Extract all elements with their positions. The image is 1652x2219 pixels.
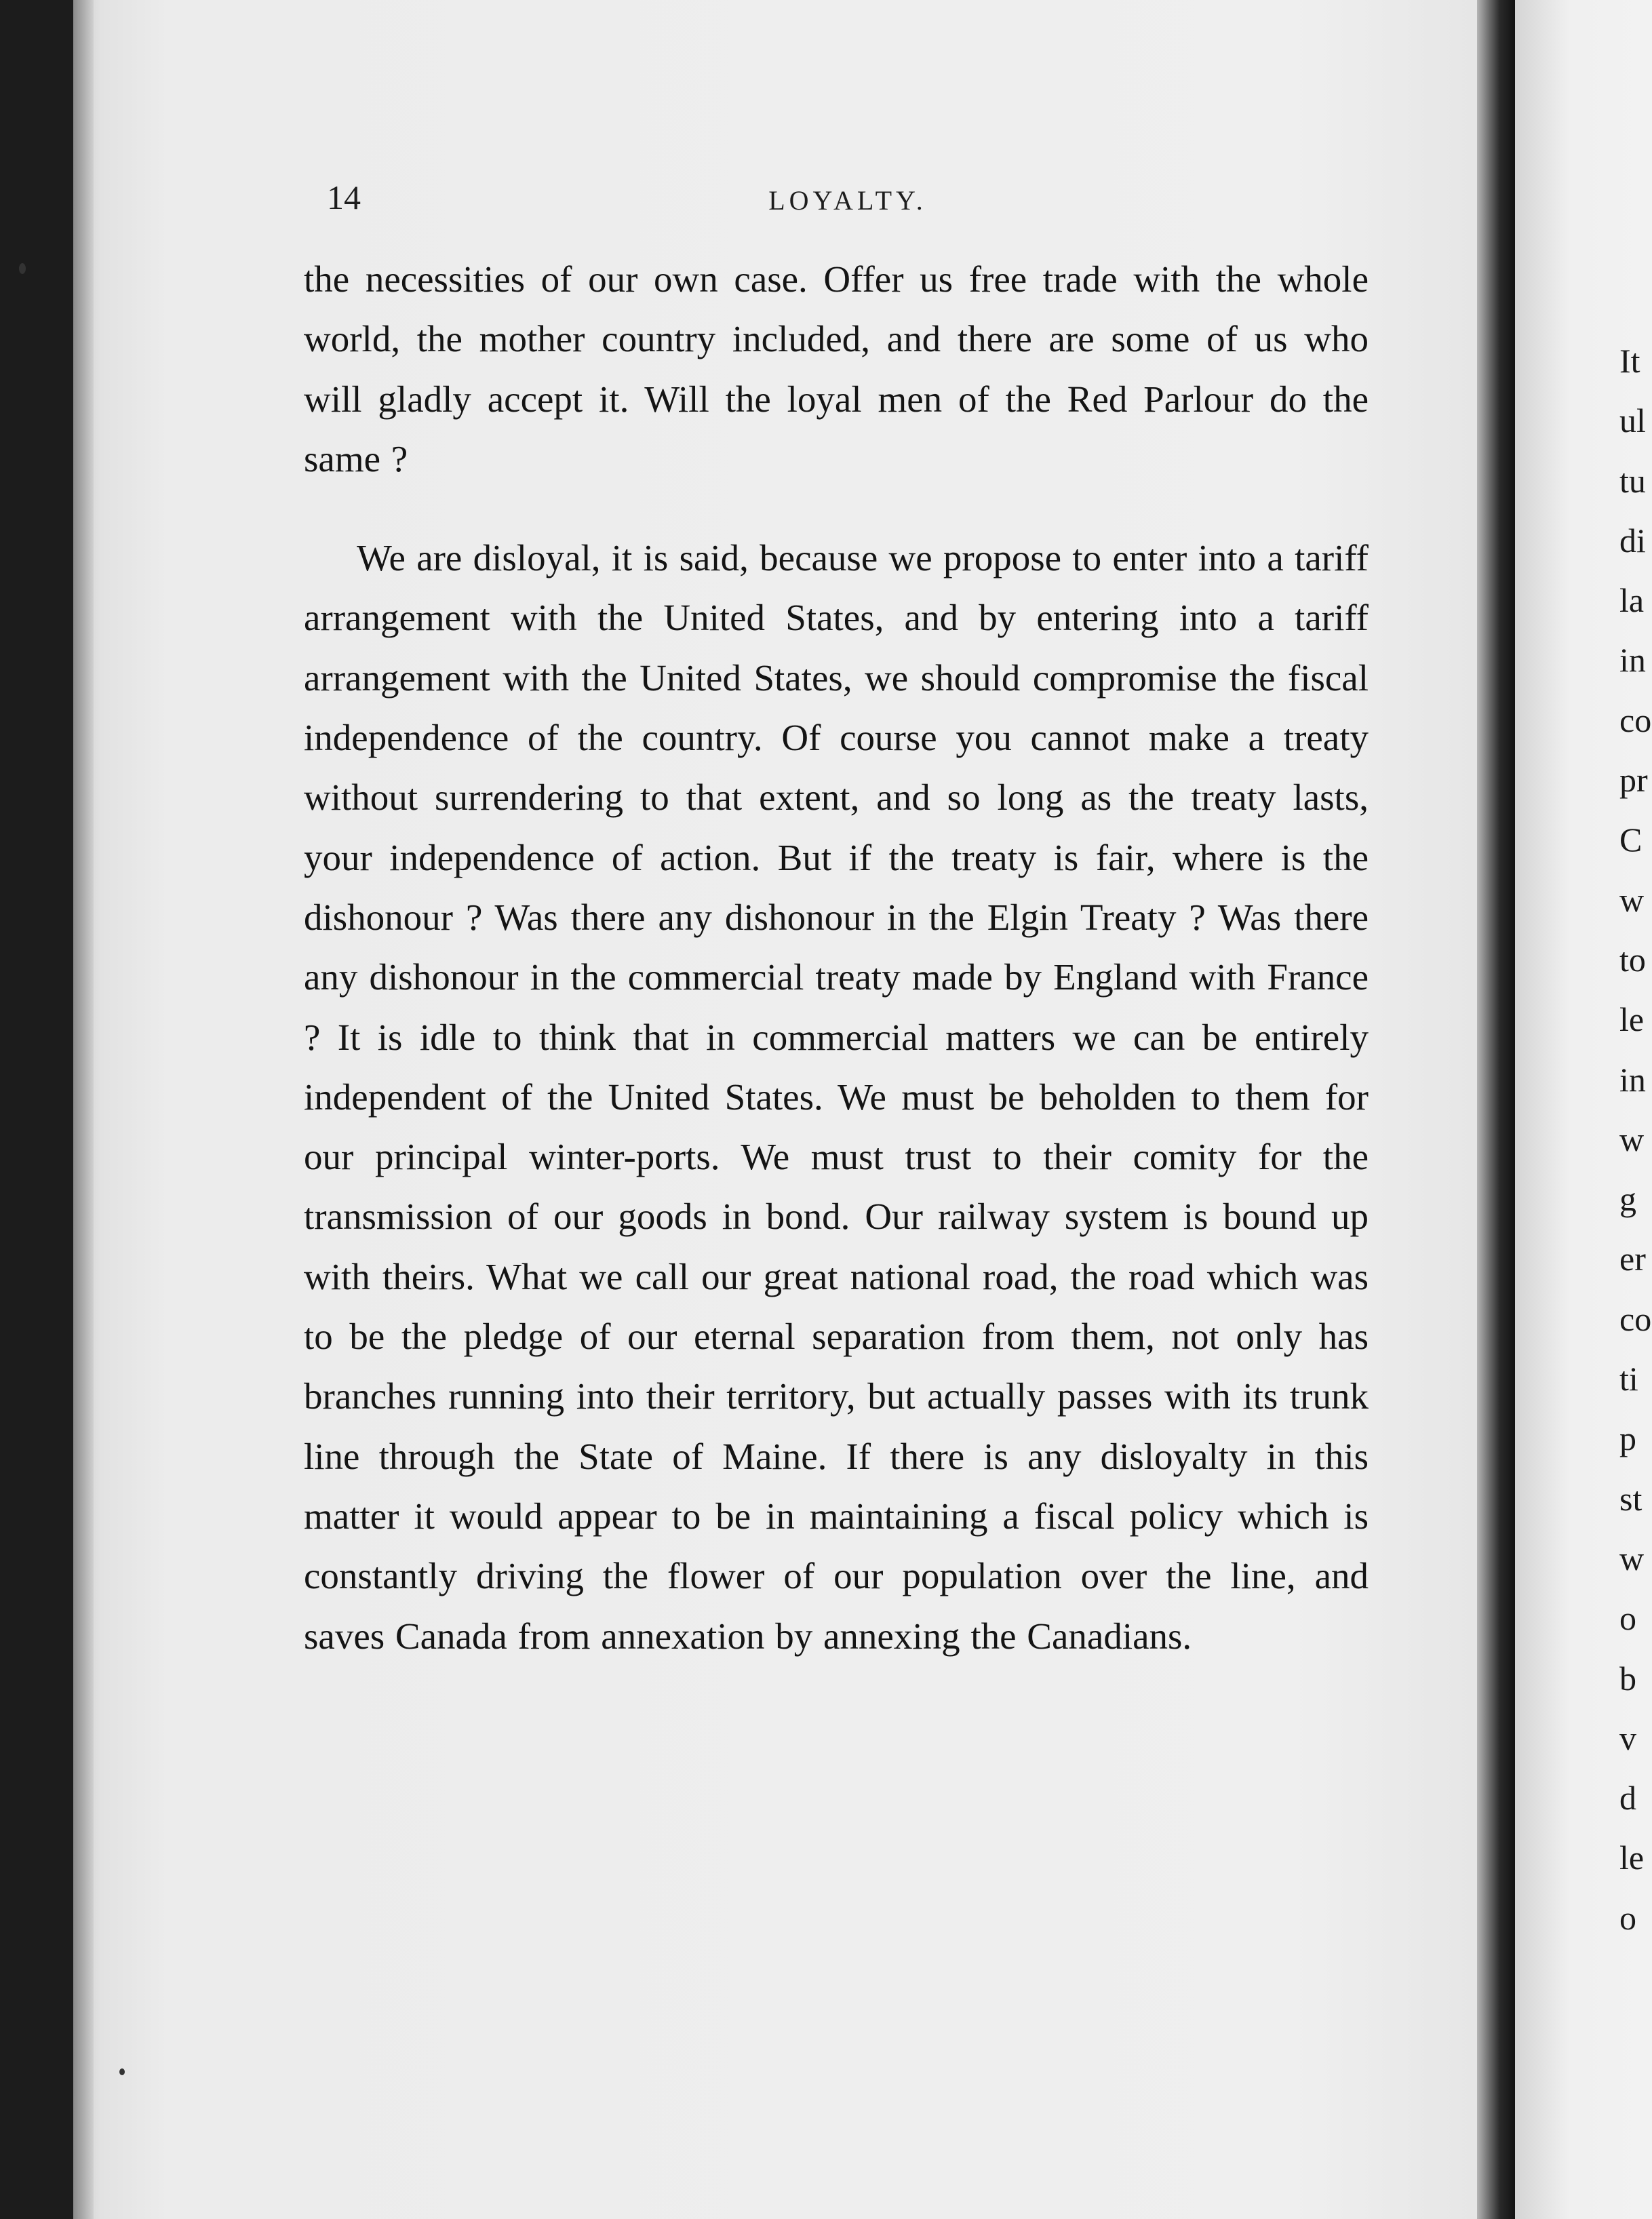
facing-page-fragment: d [1619,1779,1636,1818]
facing-page-fragment: pr [1619,761,1648,800]
running-title: LOYALTY. [768,185,927,216]
facing-page-fragment: in [1619,1060,1646,1099]
book-gutter [1477,0,1515,2219]
facing-page-fragment: p [1619,1419,1636,1458]
facing-page-fragment: w [1619,880,1645,919]
facing-page-fragment: le [1619,1839,1645,1877]
facing-page-fragment: to [1619,940,1646,979]
facing-page-fragment: co [1619,701,1652,739]
left-page-edge [73,0,94,2219]
body-text [304,250,1369,1666]
facing-page-fragment: ul [1619,401,1646,440]
scan-speck [19,263,26,274]
paragraph-2: We are disloyal, it is said, because we propose to enter into a tariff arrangement with the United States, and by entering into a tariff arrangement with the United States, we should compromise the fiscal independence of the country. Of course you cannot make a treaty without surrendering to that extent, and so long as the treaty lasts, your independence of action. But if the treaty is fair, where is the dishonour ? Was there any dishonour in the Elgin Treaty ? Was there any dishonour in the commercial treaty made by England with France ? It is idle to think that in commercial matters we can be entirely independent of the United States. We must be beholden to them for our principal winter-ports. We must trust to their comity for the transmission of our goods in bond. Our railway system is bound up with theirs. What we call our great national road, the road which was to be the pledge of our eternal separation from them, not only has branches running into their territory, but actually passes with its trunk line through the State of Maine. If there is any disloyalty in this matter it would appear to be in maintaining a fiscal policy which is constantly driving the flower of our population over the line, and saves Canada from annexation by annexing the Canadians. [304,537,1369,1657]
page-number: 14 [327,178,361,216]
facing-page-fragment: C [1619,821,1643,859]
facing-page-fragment: tu [1619,461,1646,500]
facing-page-fragment: ti [1619,1360,1638,1398]
facing-page-fragment: o [1619,1599,1636,1638]
facing-page-fragment: le [1619,1000,1645,1039]
facing-page-fragment: er [1619,1240,1646,1278]
facing-page-fragment: in [1619,641,1646,680]
facing-page-fragment: w [1619,1120,1645,1158]
facing-page-fragment: g [1619,1180,1636,1219]
facing-page-text [1619,331,1652,1948]
scan-speck [119,2068,125,2075]
facing-page-fragment: o [1619,1898,1636,1937]
paragraph-1: the necessities of our own case. Offer us free trade with the whole world, the mother country included, and there are some of us who will gladly accept it. Will the loyal men of the Red Parlour do the same ? [304,258,1369,479]
facing-page-fragment: It [1619,342,1640,380]
facing-page-fragment: w [1619,1539,1645,1577]
facing-page-fragment: co [1619,1299,1652,1338]
paragraph-gap [304,489,1369,528]
facing-page-fragment: b [1619,1659,1636,1697]
page-header [298,178,1397,232]
facing-page-fragment: di [1619,521,1646,559]
facing-page-fragment: la [1619,581,1645,620]
facing-page-fragment: v [1619,1719,1636,1757]
facing-page-fragment: st [1619,1479,1643,1518]
